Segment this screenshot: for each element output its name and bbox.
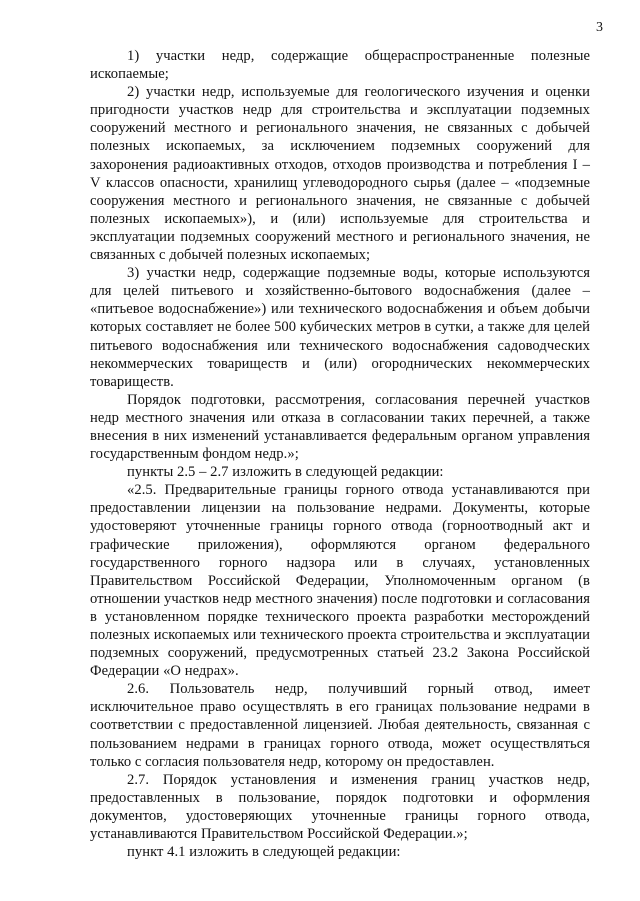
page-number: 3 (596, 20, 603, 35)
paragraph-item-1: 1) участки недр, содержащие общераспространенные полезные ископаемые; (90, 48, 590, 83)
paragraph-amend-4-1: пункт 4.1 изложить в следующей редакции: (127, 844, 401, 861)
paragraph-2-5: «2.5. Предварительные границы горного отвода устанавливаются при предоставлении лицензии на пользование недрами. Документы, которые удостоверяют уточненные границы горного отвода (горноотводный акт и графические приложения), оформляются органом федерального государственного горного надзора или в случаях, установленных Правительством Российской Федерации, Уполномоченным органом (в отношении участков недр местного значения) после подготовки и согласования в установленном порядке технического проекта разработки месторождений полезных ископаемых или технического проекта строительства и эксплуатации подземных сооружений, предусмотренных статьей 23.2 Закона Российской Федерации «О недрах». (90, 482, 590, 680)
paragraph-item-3: 3) участки недр, содержащие подземные воды, которые используются для целей питьевого и хозяйственно-бытового водоснабжения (далее – «питьевое водоснабжение») или технического водоснабжения и объем добычи которых составляет не более 500 кубических метров в сутки, а также для целей питьевого водоснабжения или технического водоснабжения садоводческих некоммерческих товариществ и (или) огороднических некоммерческих товариществ. (90, 265, 590, 390)
paragraph-procedure: Порядок подготовки, рассмотрения, согласования перечней участков недр местного значения или отказа в согласовании таких перечней, а также внесения в них изменений устанавливается федеральным органом управления государственным фондом недр.»; (90, 391, 590, 463)
document-body (90, 47, 590, 861)
paragraph-amend-points: пункты 2.5 – 2.7 изложить в следующей редакции: (127, 464, 444, 481)
paragraph-2-7: 2.7. Порядок установления и изменения границ участков недр, предоставленных в пользование, порядок подготовки и оформления документов, удостоверяющих уточненные границы горного отвода, устанавливаются Правительством Российской Федерации.»; (90, 771, 590, 843)
paragraph-item-2: 2) участки недр, используемые для геологического изучения и оценки пригодности участков недр для строительства и эксплуатации подземных сооружений местного и регионального значения, не связанных с добычей полезных ископаемых, за исключением подземных сооружений для захоронения радиоактивных отходов, отходов производства и потребления I – V классов опасности, хранилищ углеводородного сырья (далее – «подземные сооружения местного и регионального значения, не связанные с добычей полезных ископаемых»), и (или) используемые для строительства и эксплуатации подземных сооружений местного и регионального значения, не связанных с добычей полезных ископаемых; (90, 84, 590, 264)
paragraph-2-6: 2.6. Пользователь недр, получивший горный отвод, имеет исключительное право осуществлять в его границах пользование недрами в соответствии с предоставленной лицензией. Любая деятельность, связанная с пользованием недрами в границах горного отвода, может осуществляться только с согласия пользователя недр, которому он предоставлен. (90, 681, 590, 770)
